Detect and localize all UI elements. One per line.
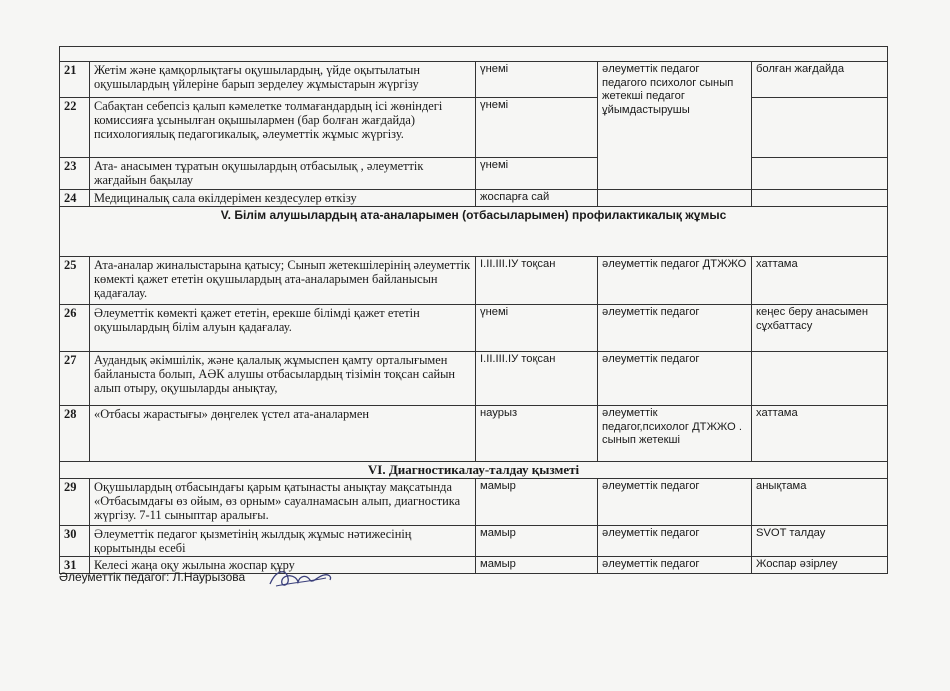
- responsible-cell: әлеуметтік педагог,психолог ДТЖЖО . сынып жетекші: [598, 406, 752, 462]
- row-number: 24: [60, 190, 90, 207]
- responsible-cell: әлеуметтік педагог: [598, 352, 752, 406]
- responsible-cell: әлеуметтік педагог: [598, 479, 752, 526]
- note-cell: хаттама: [752, 406, 888, 462]
- row-number: 25: [60, 257, 90, 305]
- term-cell: наурыз: [476, 406, 598, 462]
- note-cell: [752, 158, 888, 190]
- table-row: [60, 257, 888, 305]
- task-cell: Ата- анасымен тұратын оқушылардың отбасылық , әлеуметтік жағдайын бақылау: [90, 158, 476, 190]
- responsible-cell: [598, 190, 752, 207]
- task-cell: Әлеуметтік педагог қызметінің жылдық жұмыс нәтижесінің қорытынды есебі: [90, 526, 476, 557]
- signatory-line: Әлеуметтік педагог: Л.Наурызова: [59, 570, 246, 584]
- term-cell: үнемі: [476, 158, 598, 190]
- task-cell: Жетім және қамқорлықтағы оқушылардың, үйде оқытылатын оқушылардың үйлеріне барып зерделеу жұмыстарын жүргізу: [90, 62, 476, 98]
- section-heading-row: [60, 207, 888, 257]
- task-cell: Сабақтан себепсіз қалып кәмелетке толмағандардың ісі жөніндегі комиссияға ұсынылған оқышылармен (бар болған жағдайда) психологиялық педагогикалық, әлеуметтік жұмыс жүргізу.: [90, 98, 476, 158]
- note-cell: болған жағдайда: [752, 62, 888, 98]
- responsible-cell: әлеуметтік педагог: [598, 557, 752, 574]
- table-row: [60, 158, 888, 190]
- task-cell: Әлеуметтік көмекті қажет ететін, ерекше білімді қажет ететін оқушылардың білім алуын қадағалау.: [90, 305, 476, 352]
- task-cell: Оқушылардың отбасындағы қарым қатынасты анықтау мақсатында «Отбасымдағы өз ойым, өз орным» сауалнамасын алып, диагностика жүргізу. 7-11 сыныптар аралығы.: [90, 479, 476, 526]
- term-cell: үнемі: [476, 98, 598, 158]
- note-cell: Жоспар әзірлеу: [752, 557, 888, 574]
- term-cell: жоспарға сай: [476, 190, 598, 207]
- section-heading-row: [60, 462, 888, 479]
- row-number: 31: [60, 557, 90, 574]
- table-row: [60, 62, 888, 98]
- table-row: [60, 352, 888, 406]
- term-cell: үнемі: [476, 62, 598, 98]
- responsible-cell: әлеуметтік педагог: [598, 526, 752, 557]
- work-plan-table: [59, 46, 888, 574]
- note-cell: анықтама: [752, 479, 888, 526]
- task-cell: Медициналық сала өкілдерімен кездесулер өткізу: [90, 190, 476, 207]
- row-number: 28: [60, 406, 90, 462]
- row-number: 29: [60, 479, 90, 526]
- term-cell: мамыр: [476, 479, 598, 526]
- table-row: [60, 479, 888, 526]
- note-cell: [752, 190, 888, 207]
- row-number: 30: [60, 526, 90, 557]
- term-cell: мамыр: [476, 526, 598, 557]
- term-cell: І.ІІ.ІІІ.ІУ тоқсан: [476, 352, 598, 406]
- row-number: 26: [60, 305, 90, 352]
- table-row: [60, 526, 888, 557]
- note-cell: SVOT талдау: [752, 526, 888, 557]
- responsible-cell: әлеуметтік педагог педагого психолог сынып жетекші педагог ұйымдастырушы: [598, 62, 752, 190]
- table-top-row: [60, 47, 888, 62]
- table-row: [60, 98, 888, 158]
- responsible-cell: әлеуметтік педагог ДТЖЖО: [598, 257, 752, 305]
- row-number: 21: [60, 62, 90, 98]
- task-cell: Келесі жаңа оқу жылына жоспар құру: [90, 557, 476, 574]
- section-5-heading: V. Білім алушылардың ата-аналарымен (отбасыларымен) профилактикалық жұмыс: [60, 207, 888, 257]
- note-cell: кеңес беру анасымен сұхбаттасу: [752, 305, 888, 352]
- task-cell: Ата-аналар жиналыстарына қатысу; Сынып жетекшілерінің әлеуметтік көмекті қажет ететін оқушылардың ата-аналарымен байланысын қадағалау.: [90, 257, 476, 305]
- term-cell: үнемі: [476, 305, 598, 352]
- row-number: 22: [60, 98, 90, 158]
- term-cell: І.ІІ.ІІІ.ІУ тоқсан: [476, 257, 598, 305]
- note-cell: [752, 98, 888, 158]
- note-cell: хаттама: [752, 257, 888, 305]
- table-row: [60, 406, 888, 462]
- term-cell: мамыр: [476, 557, 598, 574]
- table-row: [60, 190, 888, 207]
- task-cell: Аудандық әкімшілік, және қалалық жұмыспен қамту орталығымен байланыста болып, АӘК алушы отбасылардың тізімін тоқсан сайын алып отыру, оқушыларды анықтау,: [90, 352, 476, 406]
- note-cell: [752, 352, 888, 406]
- table-row: [60, 305, 888, 352]
- handwritten-signature: [266, 566, 336, 592]
- responsible-cell: әлеуметтік педагог: [598, 305, 752, 352]
- row-number: 23: [60, 158, 90, 190]
- task-cell: «Отбасы жарастығы» дөңгелек үстел ата-аналармен: [90, 406, 476, 462]
- row-number: 27: [60, 352, 90, 406]
- section-6-heading: VI. Диагностикалау-талдау қызметі: [60, 462, 888, 479]
